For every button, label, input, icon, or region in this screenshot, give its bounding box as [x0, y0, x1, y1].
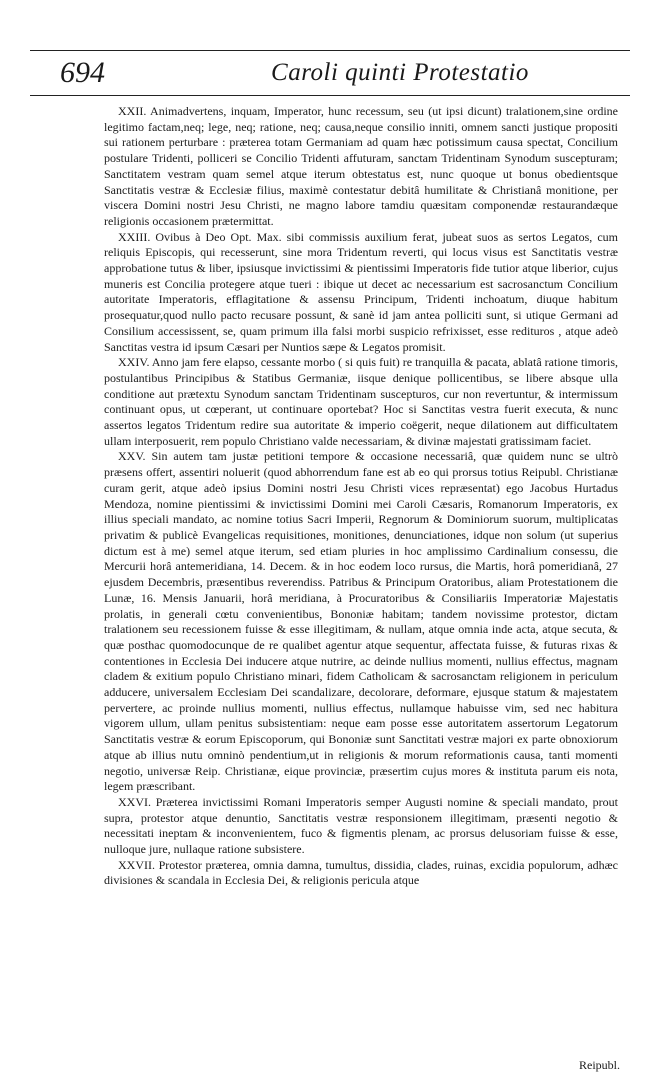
body-text	[104, 104, 618, 889]
paragraph-xxii	[104, 104, 618, 230]
header-top-rule	[30, 50, 630, 51]
paragraph-text: Præterea invictissimi Romani Imperatoris semper Augusti nomine & speciali mandato, prout supra, protestor atque denuntio, Sanctitatis vestræ responsionem illegitimam, præsenti negotio & necessitati ineptam & inconvenientem, fuco & figmentis plenam, ac prorsus delusoriam fuisse & esse, nulloque jure, nullaque ratione subsistere.	[104, 794, 618, 857]
paragraph-xxvii	[104, 858, 618, 889]
paragraph-text: Ovibus à Deo Opt. Max. sibi commissis auxilium ferat, jubeat suos as sertos Legatos, cum reliquis Episcopis, qui recesserunt, sine mora Tridentum reverti, qui locus visus est Sanctitatis vestræ approbatione tutus & liber, ipsiusque invictissimi & pientissimi Imperatoris fide tutior atque liberior, cujus muneris est Concilia protegere atque tueri : ibique ut decet ac necessarium est sacrosanctum Concilium autoritate Imperatoris, efflagitatione & assensu Principum, Tridenti inchoatum, diuque habitum prosequatur,quod nullo pacto recusare possunt, & sanè id jam antea polliciti sunt, si utique Germani ad Consilium accessissent, se, quam primum illa falsi morbi suspicio refrixisset, esse redituros , atque adeò Sanctitas vestra id ipsum Cæsari per Nuntios sæpe & Legatos promisit.	[104, 229, 619, 354]
paragraph-number: XXIV.	[118, 355, 150, 370]
paragraph-text: Sin autem tam justæ petitioni tempore & occasione necessariâ, quæ quidem nunc se ultrò præsens offert, assentiri noluerit (quod abhorrendum fane est ab eo qui prorsus totius Reipubl. Christianæ curam gerit, atque adeò ipsius Domini nostri Jesu Christi vices repræsentat) ego Jacobus Hurtadus Mendoza, nomine pientissimi & invictissimi Domini mei Caroli Cæsaris, Romanorum Imperatoris, ex illius speciali mandato, ac nomine totius Sacri Imperii, Regnorum & Dominiorum suorum, multiplicatas privatim & publicè Evangelicas requisitiones, monitiones, denunciationes, idque non solum (ut superius dictum est à me) semel atque iterum, sed etiam pluries in hoc amplissimo Cardinalium consessu, die Mercurii horâ antemeridiana, 14. Decem. & in hoc eodem loco rursus, die Martis, horâ pomeridianâ, 27 ejusdem Decembris, præsentibus reverendiss. Patribus & Principum Oratoribus, aliam Protestationem die Lunæ, 16. Mensis Januarii, horâ meridiana, à Procuratoribus & Consiliariis Imperatoriæ Majestatis prolatis, in generali cœtu convenientibus, Bononiæ habitam; tandem novissime protestor, dictam tralationem seu recessionem fuisse & esse illegitimam, & nullam, atque omnia inde acta, atque secuta, & quæ posthac quomodocunque de re qualibet agentur atque sequentur, affectata fuisse, & futuras rixas & contentiones in Ecclesia Dei inducere atque nutrire, ac deinde nullius momenti, nullius effectus, magnam cladem & exitium populo Christiano minari, fidem Catholicam & sacrosanctam religionem in periculum adducere, universalem Ecclesiam Dei scandalizare, decolorare, deformare, ejusque statum & majestatem pervertere, ac proinde nullius momenti, nullius effectus, nullamque habuisse vim, sed nec habitura vigorem ullum, ullam penitus subsistentiam: neque eam posse esse autoritatem assertorum Legatorum Sanctitatis vestræ & eorum Episcoporum, qui Bononiæ sunt Sanctitati vestræ majori ex parte obnoxiorum atque ab illius nutu omninò pendentium,ut in religionis & morum reformationis causa, tanti momenti negotio, universæ Reip. Christianæ, eique provinciæ, præsertim cujus mores & instituta parum eis nota, legem præscribant.	[104, 449, 619, 794]
paragraph-xxiii	[104, 230, 618, 356]
paragraph-xxv	[104, 449, 618, 794]
running-title: Caroli quinti Protestatio	[271, 59, 529, 86]
paragraph-text: Anno jam fere elapso, cessante morbo ( si quis fuit) re tranquilla & pacata, ablatâ ratione timoris, postulantibus Principibus & Statibus Germaniæ, iisque denique pollicentibus, se libere absque ulla conditione aut prætextu Synodum sanctam Tridentinam suscepturos, cur non revertuntur, & intermissum continuant opus, ut cœperant, ut continuare oportebat? Hoc si Sanctitas vestra fuerit executa, & nunc assertos legatos Tridentum redire sua autoritate & imperio coëgerit, neque dilationem aut difficultatem ullam interposuerit, rem populo Christiano valde necessariam, & divinæ majestati gratissimam faciet.	[104, 355, 618, 448]
paragraph-xxiv	[104, 355, 618, 449]
header-bottom-rule	[30, 95, 630, 96]
paragraph-number: XXV.	[118, 449, 146, 464]
paragraph-number: XXII.	[118, 104, 147, 118]
page-number: 694	[60, 56, 105, 89]
paragraph-text: Protestor præterea, omnia damna, tumultus, dissidia, clades, ruinas, excidia populorum, adhæc divisiones & scandala in Ecclesia Dei, & religionis pericula atque	[104, 857, 619, 888]
paragraph-xxvi	[104, 795, 618, 858]
paragraph-number: XXVII.	[118, 857, 155, 872]
paragraph-text: Animadvertens, inquam, Imperator, hunc recessum, seu (ut ipsi dicunt) tralationem,sine ordine legitimo factam,neq; lege, neq; ratione, neq; causa,neque consilio inniti, omnem sancti justique propositi sui rationem perturbare : præterea totam Germaniam ad quam hæc potissimum causa spectat, Concilium postulare Tridenti, polliceri se Concilio Tridenti affuturam, sanctam Tridentinam Synodum suscepturam; Sanctitatem vestram quam semel atque iterum obtestatus est, nunc quoque ut bonus obedientsque Sanctitatis vestræ & Ecclesiæ filius, maximè contestatur debitâ humilitate & Christianâ monitione, per viscera Domini nostri Jesu Christi, ne magno labore tamdiu quæsitam componendæ restaurandæque religionis occasionem prætermittat.	[104, 104, 618, 228]
catchword: Reipubl.	[579, 1058, 620, 1072]
paragraph-number: XXIII.	[118, 229, 151, 244]
paragraph-number: XXVI.	[118, 794, 151, 809]
